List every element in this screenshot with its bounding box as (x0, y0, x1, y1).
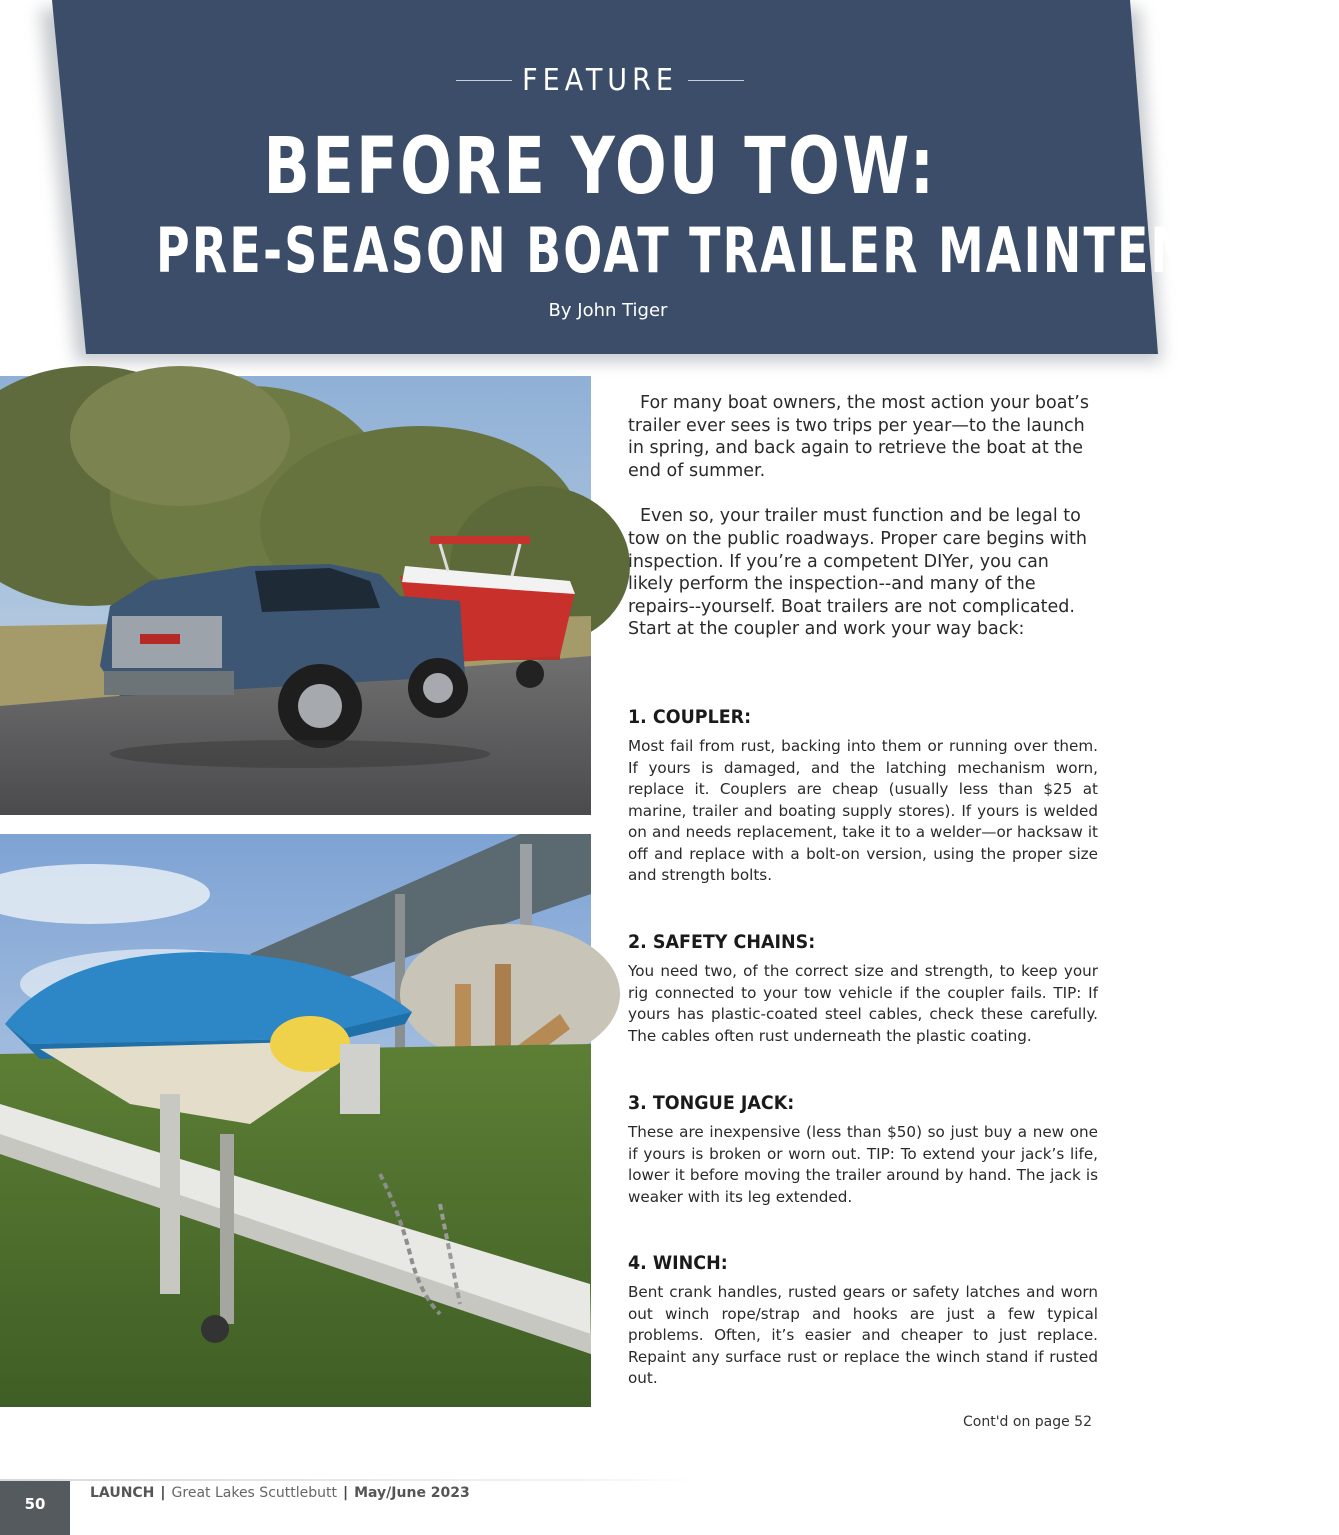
section-heading: 2. SAFETY CHAINS: (628, 931, 816, 953)
section-tongue-jack (628, 1092, 1098, 1208)
byline: By John Tiger (548, 300, 668, 321)
intro-paragraph-2: Even so, your trailer must function and be legal to tow on the public roadways. Proper care begins with inspection. If you’re a competent DIYer, you can likely perform the inspection--and many of the repairs--yourself. Boat trailers are not complicated. Start at the coupler and work your way back: (628, 506, 1087, 640)
footer-separator: | (160, 1485, 166, 1501)
section-winch (628, 1252, 1098, 1390)
footer-credits (90, 1485, 470, 1501)
kicker-label: FEATURE (522, 62, 678, 98)
kicker-rule-right (688, 80, 744, 81)
covered-boat-on-trailer-photo (0, 834, 591, 1407)
section-body: These are inexpensive (less than $50) so just buy a new one if yours is broken or worn out. TIP: To extend your jack’s life, lower it before moving the trailer around by hand. The jack is weaker with its leg extended. (628, 1123, 1098, 1206)
section-coupler (628, 706, 1098, 887)
section-heading: 4. WINCH: (628, 1252, 728, 1274)
feature-kicker (0, 60, 1200, 100)
section-body: Bent crank handles, rusted gears or safety latches and worn out winch rope/strap and hooks are just a few typical problems. Often, it’s easier and cheaper to just replace. Repaint any surface rust or replace the winch stand if rusted out. (628, 1283, 1098, 1387)
continued-note: Cont'd on page 52 (962, 1414, 1092, 1430)
footer-separator-2: | (342, 1485, 349, 1501)
article-subtitle: PRE-SEASON BOAT TRAILER MAINTENANCE (156, 214, 1339, 287)
article-title: BEFORE YOU TOW: (263, 122, 937, 212)
page-number-box (0, 1481, 70, 1535)
publication-name: LAUNCH (90, 1485, 155, 1501)
magazine-name: Great Lakes Scuttlebutt (171, 1485, 337, 1501)
section-heading: 3. TONGUE JACK: (628, 1092, 795, 1114)
intro-paragraph-1: For many boat owners, the most action your boat’s trailer ever sees is two trips per year—to the launch in spring, and back again to retrieve the boat at the end of summer. (628, 393, 1089, 481)
footer-rule (0, 1479, 700, 1481)
section-body: Most fail from rust, backing into them or running over them. If yours is damaged, and the latching mechanism worn, replace it. Couplers are cheap (usually less than $25 at marine, trailer and boating supply stores). If yours is welded on and needs replacement, take it to a welder—or hacksaw it off and replace with a bolt-on version, using the proper size and strength bolts. (628, 737, 1098, 884)
issue-date: May/June 2023 (354, 1485, 470, 1501)
section-safety-chains (628, 931, 1098, 1047)
kicker-rule-left (456, 80, 512, 81)
truck-towing-boat-photo (0, 376, 591, 815)
section-heading: 1. COUPLER: (628, 706, 752, 728)
section-body: You need two, of the correct size and strength, to keep your rig connected to your tow vehicle if the coupler fails. TIP: If yours has plastic-coated steel cables, check these carefully. The cables often rust underneath the plastic coating. (628, 962, 1098, 1045)
article-intro (628, 392, 1098, 664)
page-number: 50 (24, 1495, 46, 1513)
